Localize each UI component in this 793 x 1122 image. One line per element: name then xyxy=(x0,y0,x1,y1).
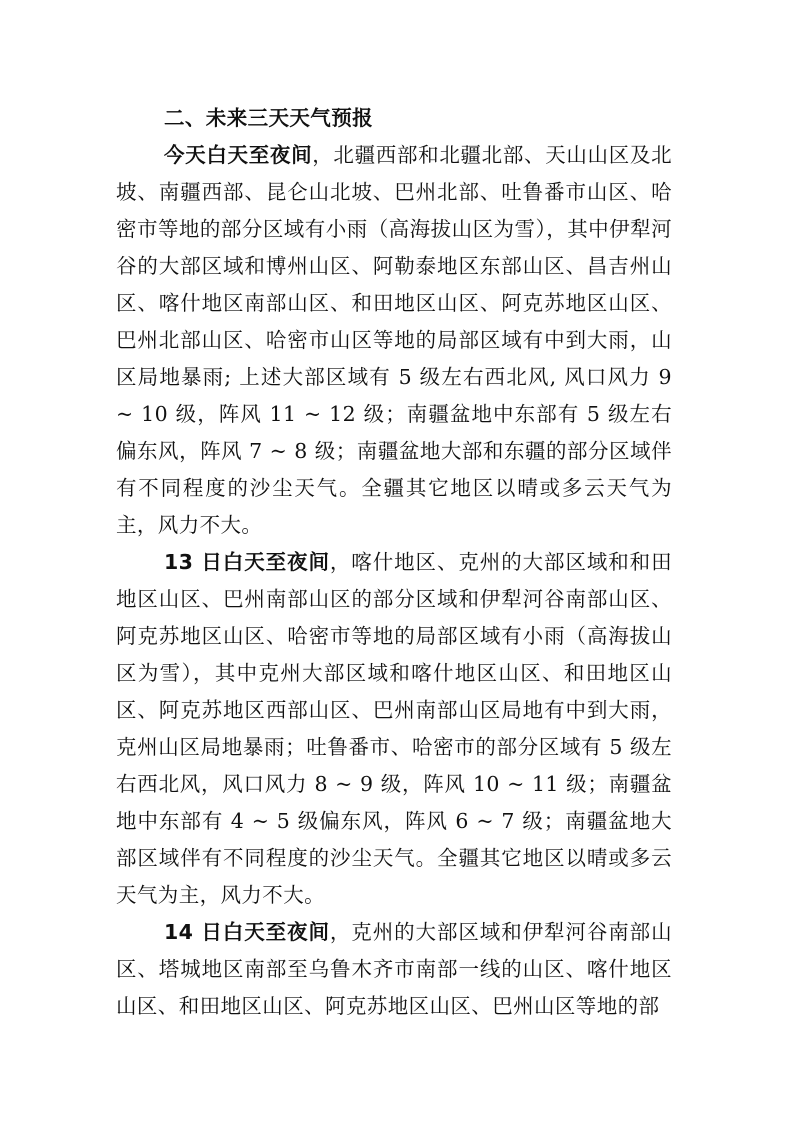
forecast-paragraph-13th xyxy=(116,544,672,914)
forecast-body-14th: ，克州的大部区域和伊犁河谷南部山区、塔城地区南部至乌鲁木齐市南部一线的山区、喀什地区山区、和田地区山区、阿克苏地区山区、巴州山区等地的部 xyxy=(116,920,672,1018)
document-content xyxy=(116,100,672,1025)
forecast-body-today: ，北疆西部和北疆北部、天山山区及北坡、南疆西部、昆仑山北坡、巴州北部、吐鲁番市山区、哈密市等地的部分区域有小雨（高海拔山区为雪），其中伊犁河谷的大部区域和博州山区、阿勒泰地区东部山区、昌吉州山区、喀什地区南部山区、和田地区山区、阿克苏地区山区、巴州北部山区、哈密市山区等地的局部区域有中到大雨，山区局地暴雨; 上述大部区域有 5 级左右西北风, 风口风力 9 ~ 10 级，阵风 11 ~ 12 级；南疆盆地中东部有 5 级左右偏东风，阵风 7 ~ 8 级；南疆盆地大部和东疆的部分区域伴有不同程度的沙尘天气。全疆其它地区以晴或多云天气为主，风力不大。 xyxy=(116,143,672,537)
forecast-lead-today: 今天白天至夜间 xyxy=(164,143,313,167)
forecast-lead-13th: 13 日白天至夜间 xyxy=(164,550,330,574)
forecast-lead-14th: 14 日白天至夜间 xyxy=(164,920,330,944)
forecast-paragraph-14th xyxy=(116,914,672,1025)
section-heading: 二、未来三天天气预报 xyxy=(164,106,373,130)
forecast-paragraph-today xyxy=(116,137,672,544)
forecast-body-13th: ，喀什地区、克州的大部区域和和田地区山区、巴州南部山区的部分区域和伊犁河谷南部山区、阿克苏地区山区、哈密市等地的局部区域有小雨（高海拔山区为雪），其中克州大部区域和喀什地区山区、和田地区山区、阿克苏地区西部山区、巴州南部山区局地有中到大雨，克州山区局地暴雨；吐鲁番市、哈密市的部分区域有 5 级左右西北风，风口风力 8 ~ 9 级，阵风 10 ~ 11 级；南疆盆地中东部有 4 ~ 5 级偏东风，阵风 6 ~ 7 级；南疆盆地大部区域伴有不同程度的沙尘天气。全疆其它地区以晴或多云天气为主，风力不大。 xyxy=(116,550,672,907)
